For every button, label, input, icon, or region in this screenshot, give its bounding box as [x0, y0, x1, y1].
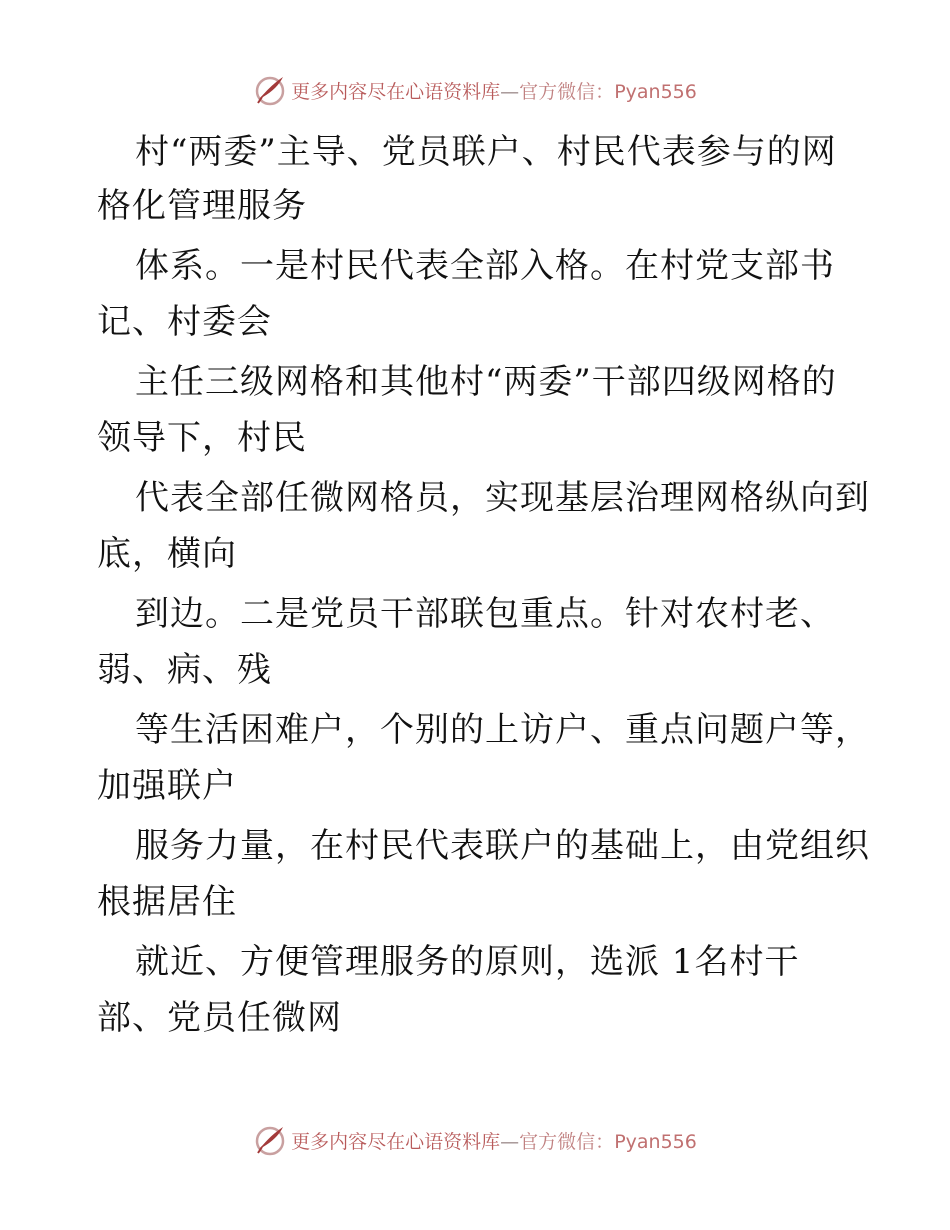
paragraph-line: 弱、病、残	[97, 650, 272, 690]
watermark-text	[291, 1127, 697, 1154]
paragraph-line: 记、村委会	[97, 302, 272, 342]
watermark-wechat-label: 官方微信：	[519, 1130, 615, 1153]
watermark-brand: 更多内容尽在心语资料库	[291, 80, 501, 103]
header-watermark	[0, 70, 950, 110]
watermark-wechat-label: 官方微信：	[519, 80, 615, 103]
paragraph-line: 就近、方便管理服务的原则，选派 1名村干	[135, 942, 800, 982]
paragraph-line: 根据居住	[97, 882, 237, 922]
quill-logo-icon	[253, 1123, 287, 1157]
paragraph-line: 领导下，村民	[97, 418, 307, 458]
watermark-brand: 更多内容尽在心语资料库	[291, 1130, 501, 1153]
watermark-text	[291, 77, 697, 104]
paragraph-line: 到边。二是党员干部联包重点。针对农村老、	[135, 594, 835, 634]
watermark-wechat-id: Pyan556	[614, 80, 697, 103]
watermark-wechat-id: Pyan556	[614, 1130, 697, 1153]
paragraph-line: 部、党员任微网	[97, 998, 342, 1038]
paragraph-line: 体系。一是村民代表全部入格。在村党支部书	[135, 246, 835, 286]
paragraph-line: 底，横向	[97, 534, 237, 574]
footer-watermark	[0, 1120, 950, 1160]
paragraph-line: 等生活困难户，个别的上访户、重点问题户等，	[135, 710, 870, 750]
watermark-dash: —	[500, 80, 520, 103]
paragraph-line: 主任三级网格和其他村“两委”干部四级网格的	[135, 362, 837, 402]
quill-logo-icon	[253, 73, 287, 107]
paragraph-line: 服务力量，在村民代表联户的基础上，由党组织	[135, 826, 870, 866]
paragraph-line: 代表全部任微网格员，实现基层治理网格纵向到	[135, 478, 870, 518]
paragraph-line: 村“两委”主导、党员联户、村民代表参与的网	[135, 132, 837, 172]
paragraph-line: 格化管理服务	[97, 186, 307, 226]
paragraph-line: 加强联户	[97, 766, 237, 806]
watermark-dash: —	[500, 1130, 520, 1153]
